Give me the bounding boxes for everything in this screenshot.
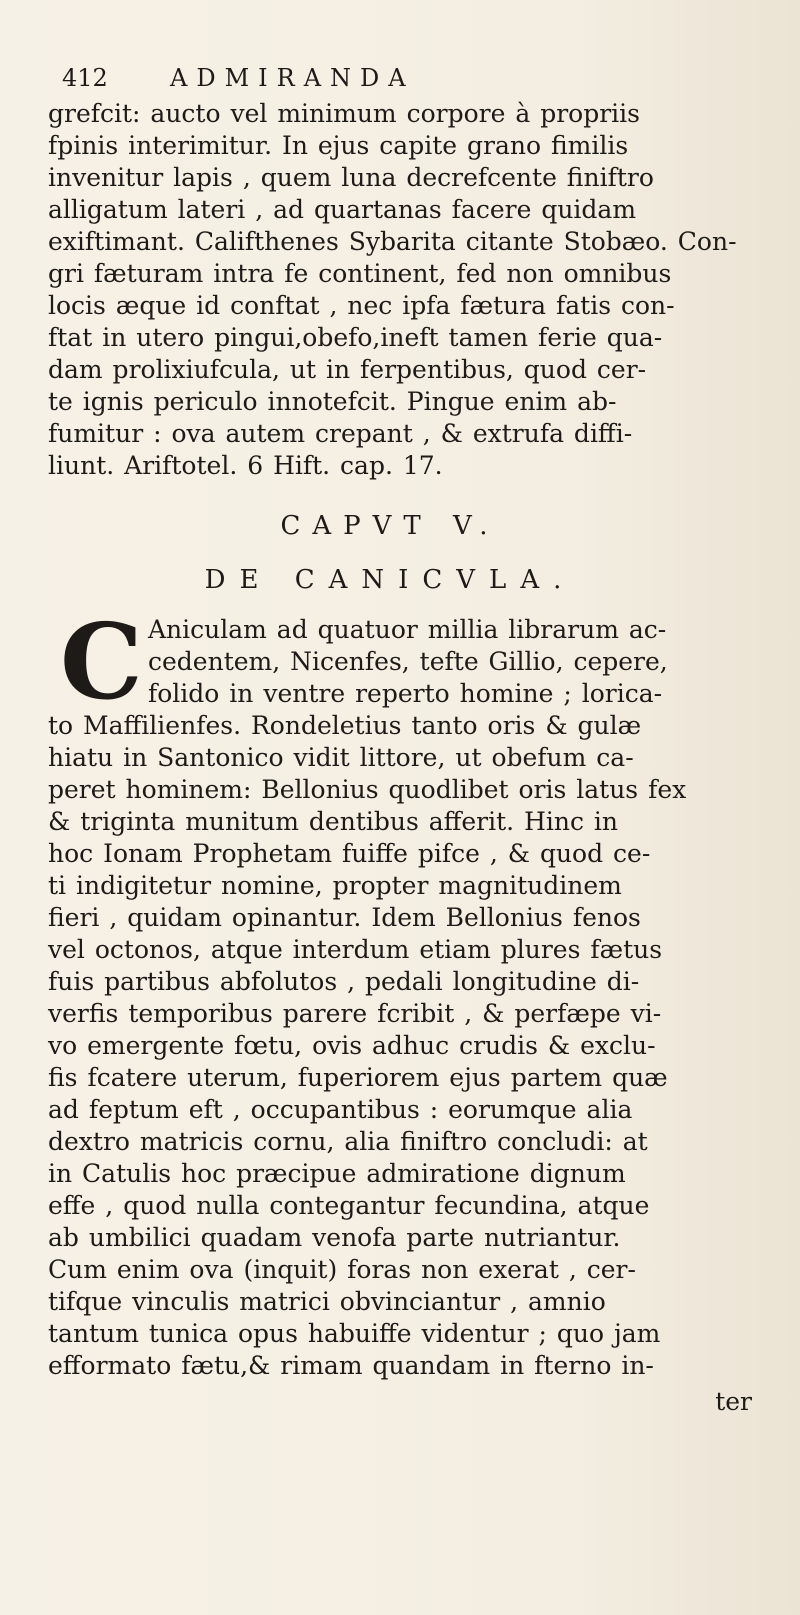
text-line: folido in ventre reperto homine ; lorica- <box>148 679 663 708</box>
text-line: Aniculam ad quatuor millia librarum ac- <box>148 615 667 644</box>
text-line: & triginta munitum dentibus afferit. Hinc in <box>48 807 619 836</box>
text-line: fieri , quidam opinantur. Idem Bellonius fenos <box>48 903 641 932</box>
text-line: vo emergente fœtu, ovis adhuc crudis & exclu- <box>48 1031 656 1060</box>
text-line: alligatum lateri , ad quartanas facere quidam <box>48 195 637 224</box>
text-line: dam prolixiufcula, ut in ferpentibus, quod cer- <box>48 355 647 384</box>
chapter-body <box>48 600 772 1382</box>
text-line: ti indigitetur nomine, propter magnitudinem <box>48 871 622 900</box>
page-number: 412 <box>62 64 108 92</box>
text-line: grefcit: aucto vel minimum corpore à propriis <box>48 99 640 128</box>
text-line: te ignis periculo innotefcit. Pingue enim ab- <box>48 387 617 416</box>
catchword: ter <box>715 1387 752 1416</box>
text-line: vel octonos, atque interdum etiam plures fætus <box>48 935 663 964</box>
text-line: exiftimant. Califthenes Sybarita citante Stobæo. Con- <box>48 227 737 256</box>
text-line: fis fcatere uterum, fuperiorem ejus partem quæ <box>48 1063 668 1092</box>
text-line: verfis temporibus parere fcribit , & perfæpe vi- <box>48 999 662 1028</box>
drop-cap: C <box>60 600 143 723</box>
text-line: fuis partibus abfolutos , pedali longitudine di- <box>48 967 640 996</box>
text-line: effe , quod nulla contegantur fecundina, atque <box>48 1191 650 1220</box>
text-line: to Maffilienfes. Rondeletius tanto oris & gulæ <box>48 711 642 740</box>
paragraph-continued <box>48 98 772 482</box>
text-line: fumitur : ova autem crepant , & extrufa diffi- <box>48 419 633 448</box>
text-line: tifque vinculis matrici obvinciantur , amnio <box>48 1287 606 1316</box>
text-line: efformato fætu,& rimam quandam in fterno in- <box>48 1351 654 1380</box>
text-line: cedentem, Nicenfes, tefte Gillio, cepere, <box>148 647 668 676</box>
text-line: in Catulis hoc præcipue admiratione dignum <box>48 1159 626 1188</box>
text-line: peret hominem: Bellonius quodlibet oris latus fex <box>48 775 687 804</box>
text-line: hoc Ionam Prophetam fuiffe pifce , & quod ce- <box>48 839 651 868</box>
page-header <box>48 64 772 94</box>
text-line: invenitur lapis , quem luna decrefcente finiftro <box>48 163 654 192</box>
text-line: tantum tunica opus habuiffe videntur ; quo jam <box>48 1319 661 1348</box>
text-line: ftat in utero pingui,obefo,ineft tamen ferie qua- <box>48 323 663 352</box>
chapter-title: DE CANICVLA. <box>204 565 576 595</box>
text-line: dextro matricis cornu, alia finiftro concludi: at <box>48 1127 648 1156</box>
running-title: ADMIRANDA <box>170 64 415 92</box>
text-line: ab umbilici quadam venofa parte nutriantur. <box>48 1223 621 1252</box>
chapter-heading: CAPVT V. <box>280 511 500 541</box>
text-line: Cum enim ova (inquit) foras non exerat , cer- <box>48 1255 636 1284</box>
text-line: liunt. Ariftotel. 6 Hift. cap. 17. <box>48 451 443 480</box>
text-line: fpinis interimitur. In ejus capite grano fimilis <box>48 131 629 160</box>
text-line: hiatu in Santonico vidit littore, ut obefum ca- <box>48 743 634 772</box>
text-line: locis æque id conftat , nec ipfa fætura fatis con- <box>48 291 675 320</box>
text-line: ad feptum eft , occupantibus : eorumque alia <box>48 1095 633 1124</box>
text-line: gri fæturam intra fe continent, fed non omnibus <box>48 259 672 288</box>
